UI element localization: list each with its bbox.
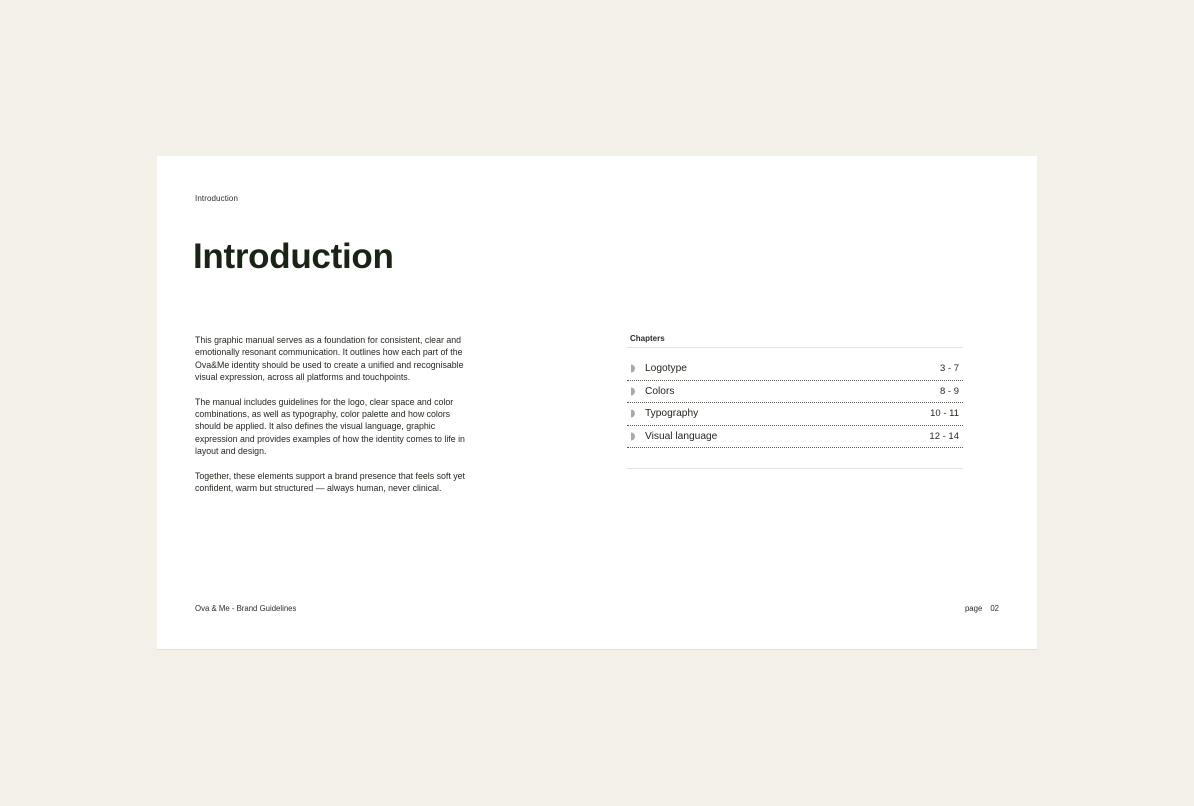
footer-page-number: 02 xyxy=(990,604,999,613)
chapter-item-colors[interactable] xyxy=(627,381,963,404)
intro-paragraph-1: This graphic manual serves as a foundation for consistent, clear and emotionally resonant communication. It outlines how each part of the Ova&Me identity should be used to create a unified and recognisable visual expression, across all platforms and touchpoints. xyxy=(195,335,464,383)
half-circle-icon xyxy=(630,409,636,418)
chapter-pages: 12 - 14 xyxy=(929,430,959,442)
half-circle-icon xyxy=(630,364,636,373)
intro-body xyxy=(195,334,473,506)
chapters-heading: Chapters xyxy=(627,334,963,348)
breadcrumb: Introduction xyxy=(195,194,239,203)
document-page xyxy=(157,156,1037,650)
intro-paragraph-3: Together, these elements support a brand presence that feels soft yet confident, warm but structured — always human, never clinical. xyxy=(195,470,465,494)
chapter-label: Colors xyxy=(645,385,675,397)
page-title: Introduction xyxy=(193,237,394,276)
intro-paragraph-2: The manual includes guidelines for the logo, clear space and color combinations, as well as typography, color palette and how colors should be applied. It also defines the visual language, graphic expression and provides examples of how the identity comes to life in layout and design. xyxy=(195,396,465,457)
half-circle-icon xyxy=(630,432,636,441)
chapters-index xyxy=(627,334,963,469)
chapter-label: Typography xyxy=(645,408,699,420)
chapter-label: Logotype xyxy=(645,363,687,375)
chapters-divider xyxy=(627,468,963,469)
chapter-item-visual-language[interactable] xyxy=(627,426,963,449)
chapter-item-typography[interactable] xyxy=(627,403,963,426)
chapter-item-logotype[interactable] xyxy=(627,358,963,381)
chapter-label: Visual language xyxy=(645,430,718,442)
footer-page-label: page xyxy=(964,604,983,613)
half-circle-icon xyxy=(630,387,636,396)
chapter-pages: 8 - 9 xyxy=(939,385,959,397)
chapter-list xyxy=(627,358,963,448)
footer-document-name: Ova & Me - Brand Guidelines xyxy=(195,604,297,613)
chapter-pages: 10 - 11 xyxy=(930,408,959,420)
footer-page-indicator xyxy=(965,604,999,613)
chapter-pages: 3 - 7 xyxy=(939,363,959,375)
